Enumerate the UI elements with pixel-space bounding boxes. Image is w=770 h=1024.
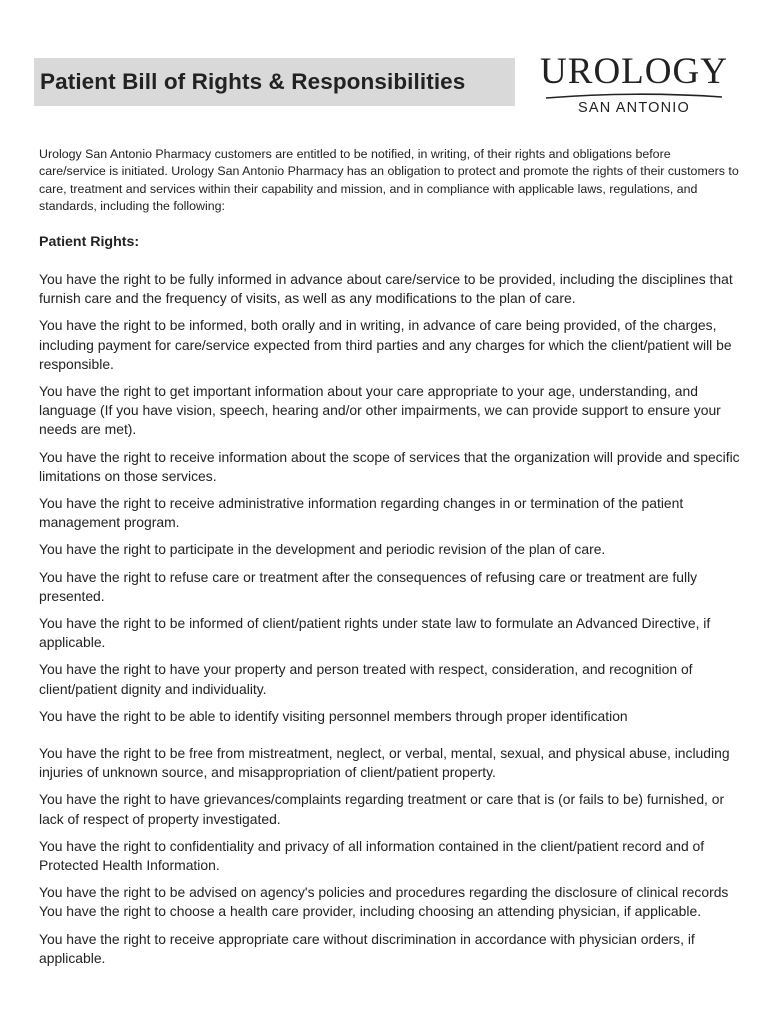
right-item: You have the right to confidentiality and privacy of all information contained in the client/patient record and of Protected Health Information. xyxy=(39,837,705,874)
right-item: You have the right to receive appropriate care without discrimination in accordance with physician orders, if applicable. xyxy=(39,930,695,966)
logo-sub-text: SAN ANTONIO xyxy=(577,100,691,116)
right-item: You have the right to be free from mistreatment, neglect, or verbal, mental, sexual, and physical abuse, including injuries of unknown source, and misappropriation of client/patient property. xyxy=(39,745,730,781)
right-item: You have the right to be fully informed in advance about care/service to be provided, including the disciplines that furnish care and the frequency of visits, as well as any modifications to the plan of care. xyxy=(39,271,733,307)
logo-swoosh-icon xyxy=(544,92,724,100)
right-item: You have the right to participate in the development and periodic revision of the plan of care. xyxy=(39,541,606,558)
right-item: You have the right to be advised on agency's policies and procedures regarding the disclosure of clinical records You have the right to choose a health care provider, including choosing an attending physician, if applicable. xyxy=(39,884,729,920)
right-item: You have the right to be able to identify visiting personnel members through proper identification xyxy=(39,707,628,724)
page-title: Patient Bill of Rights & Responsibilities xyxy=(40,69,466,94)
right-item: You have the right to be informed of client/patient rights under state law to formulate an Advanced Directive, if applicable. xyxy=(39,615,711,651)
right-item: You have the right to be informed, both orally and in writing, in advance of care being provided, of the charges, including payment for care/service expected from third parties and any charges for which the client/patient will be responsible. xyxy=(39,317,732,372)
patient-rights-list xyxy=(39,270,749,976)
urology-san-antonio-logo xyxy=(536,52,732,116)
patient-rights-heading: Patient Rights: xyxy=(39,234,140,250)
logo-main-text: UROLOGY xyxy=(540,51,728,92)
right-item: You have the right to get important information about your care appropriate to your age, understanding, and language (If you have vision, speech, hearing and/or other impairments, we can provide support to ensure your needs are met). xyxy=(39,383,721,438)
title-banner xyxy=(34,58,515,106)
intro-paragraph: Urology San Antonio Pharmacy customers are entitled to be notified, in writing, of their rights and obligations before care/service is initiated. Urology San Antonio Pharmacy has an obligation to protect and promote the rights of their customers to care, treatment and services within their capability and mission, and in compliance with applicable laws, regulations, and standards, including the following: xyxy=(39,147,739,213)
right-item: You have the right to receive information about the scope of services that the organization will provide and specific limitations on those services. xyxy=(39,448,740,484)
right-item: You have the right to have your property and person treated with respect, consideration, and recognition of client/patient dignity and individuality. xyxy=(39,661,693,697)
right-item: You have the right to have grievances/complaints regarding treatment or care that is (or fails to be) furnished, or lack of respect of property investigated. xyxy=(39,791,725,827)
right-item: You have the right to refuse care or treatment after the consequences of refusing care or treatment are fully presented. xyxy=(39,568,698,604)
right-item: You have the right to receive administrative information regarding changes in or termination of the patient management program. xyxy=(39,495,684,531)
